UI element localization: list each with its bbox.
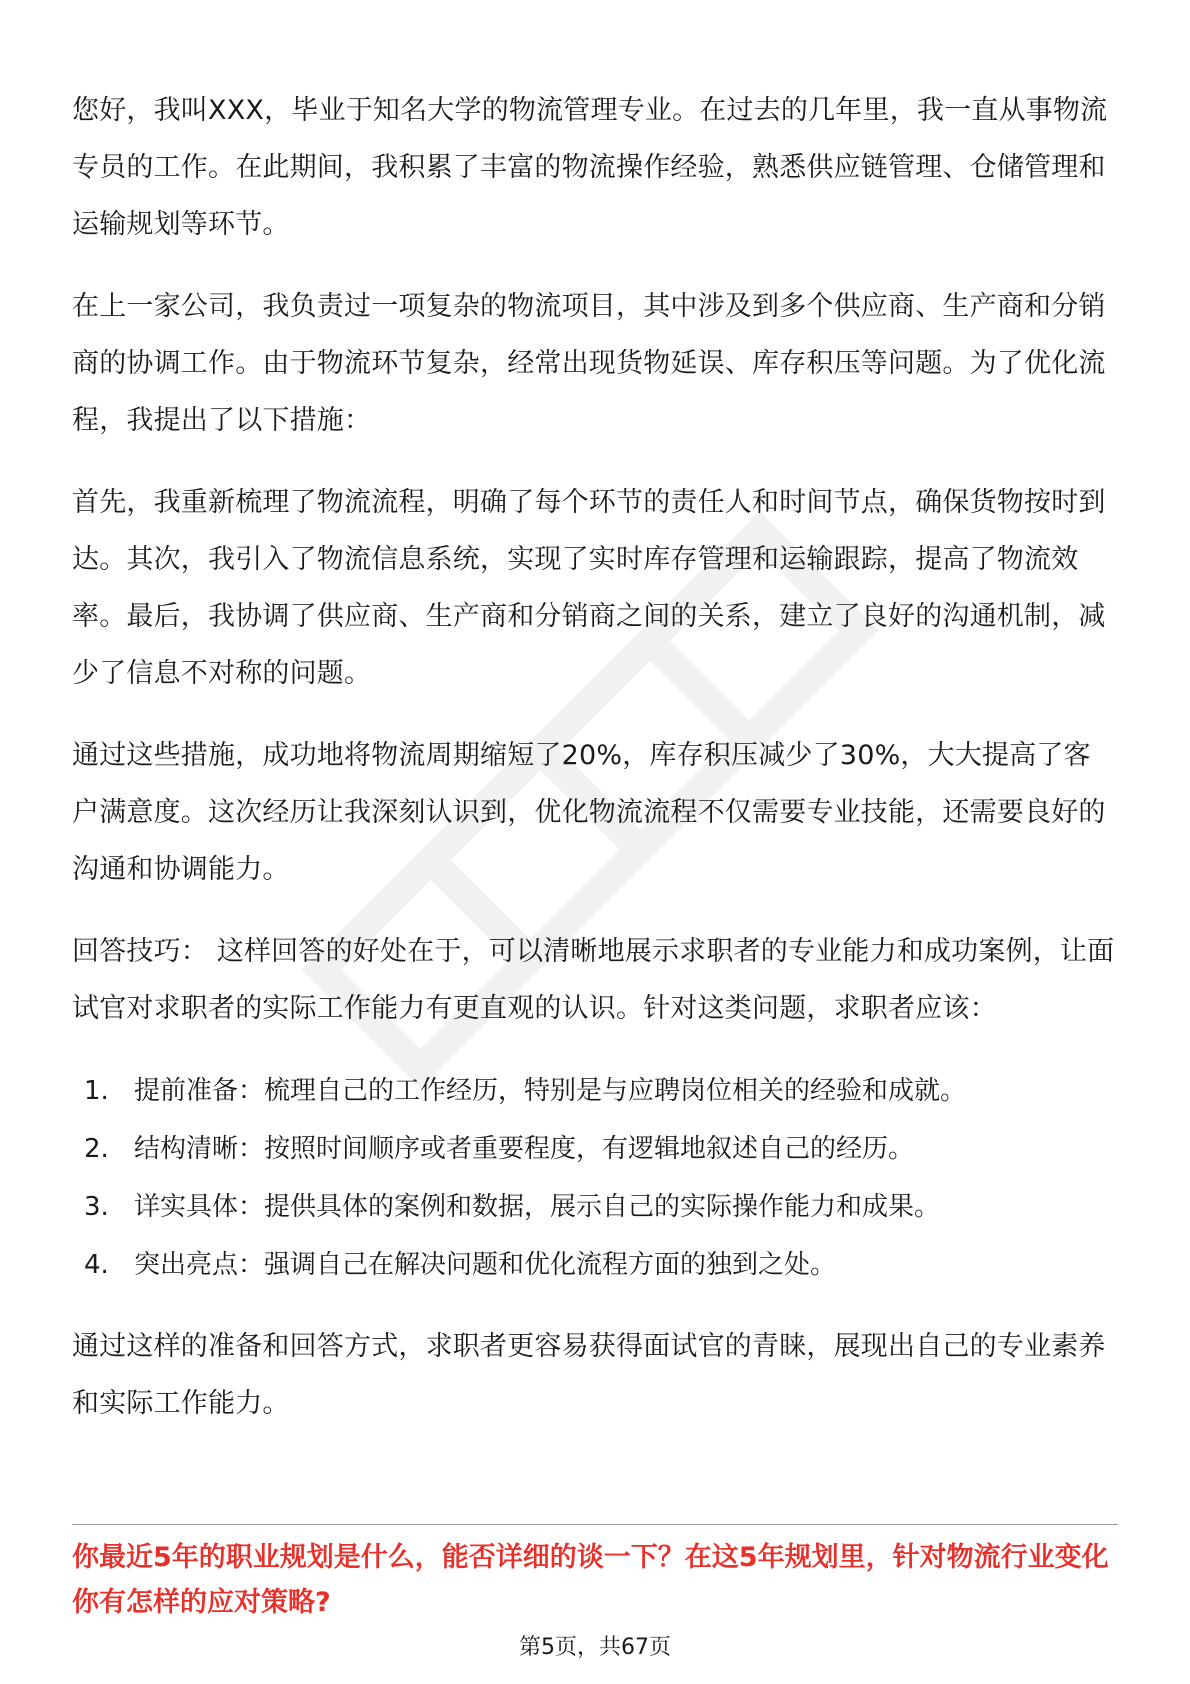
document-body [72,82,1118,1457]
page-number-footer: 第5页，共67页 [519,1635,671,1660]
list-item-number: 1. [84,1076,109,1106]
list-item [72,1062,1118,1120]
list-item-text: 提前准备：梳理自己的工作经历，特别是与应聘岗位相关的经验和成就。 [134,1076,967,1106]
list-item-text: 结构清晰：按照时间顺序或者重要程度，有逻辑地叙述自己的经历。 [134,1134,915,1164]
paragraph-closing: 通过这样的准备和回答方式，求职者更容易获得面试官的青睐，展现出自己的专业素养和实际工作能力。 [72,1331,1106,1419]
next-question-heading: 你最近5年的职业规划是什么，能否详细的谈一下？在这5年规划里，针对物流行业变化你有怎样的应对策略? [72,1542,1109,1618]
list-item [72,1236,1118,1294]
paragraph-answer-tips: 回答技巧： 这样回答的好处在于，可以清晰地展示求职者的专业能力和成功案例，让面试官对求职者的实际工作能力有更直观的认识。针对这类问题，求职者应该： [72,936,1115,1024]
list-item-number: 4. [84,1250,109,1280]
tips-list [72,1062,1118,1294]
list-item-text: 详实具体：提供具体的案例和数据，展示自己的实际操作能力和成果。 [134,1192,941,1222]
paragraph-project: 在上一家公司，我负责过一项复杂的物流项目，其中涉及到多个供应商、生产商和分销商的协调工作。由于物流环节复杂，经常出现货物延误、库存积压等问题。为了优化流程，我提出了以下措施： [72,291,1106,436]
list-item-number: 2. [84,1134,109,1164]
list-item [72,1120,1118,1178]
list-item-text: 突出亮点：强调自己在解决问题和优化流程方面的独到之处。 [134,1250,837,1280]
list-item-number: 3. [84,1192,109,1222]
paragraph-results: 通过这些措施，成功地将物流周期缩短了20%，库存积压减少了30%，大大提高了客户满意度。这次经历让我深刻认识到，优化物流流程不仅需要专业技能，还需要良好的沟通和协调能力。 [72,740,1106,885]
section-divider [72,1524,1118,1525]
paragraph-measures: 首先，我重新梳理了物流流程，明确了每个环节的责任人和时间节点，确保货物按时到达。其次，我引入了物流信息系统，实现了实时库存管理和运输跟踪，提高了物流效率。最后，我协调了供应商、生产商和分销商之间的关系，建立了良好的沟通机制，减少了信息不对称的问题。 [72,487,1106,689]
list-item [72,1178,1118,1236]
paragraph-intro: 您好，我叫XXX，毕业于知名大学的物流管理专业。在过去的几年里，我一直从事物流专员的工作。在此期间，我积累了丰富的物流操作经验，熟悉供应链管理、仓储管理和运输规划等环节。 [72,95,1108,240]
